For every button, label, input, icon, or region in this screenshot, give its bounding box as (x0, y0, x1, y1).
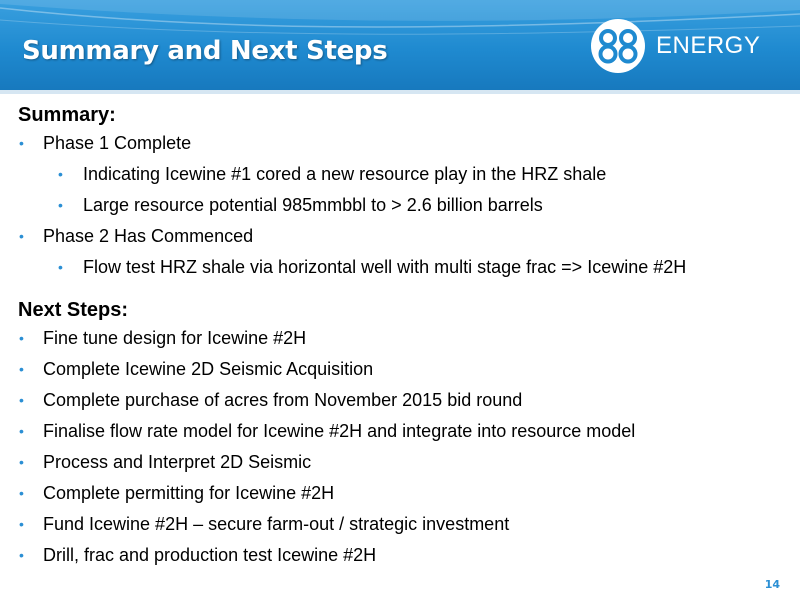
list-item (18, 252, 788, 283)
list-item-text: Complete purchase of acres from November 2015 bid round (43, 390, 523, 410)
list-item-text: Complete Icewine 2D Seismic Acquisition (43, 359, 374, 379)
list-item-text: Process and Interpret 2D Seismic (43, 452, 312, 472)
bullet-icon: • (58, 166, 63, 182)
header-divider (0, 90, 800, 94)
page-number: 14 (764, 578, 780, 591)
bullet-icon: • (19, 228, 24, 244)
bullet-icon: • (19, 547, 24, 563)
slide-title: Summary and Next Steps (22, 36, 388, 66)
list-item (18, 385, 788, 416)
list-item-text: Fine tune design for Icewine #2H (43, 328, 307, 348)
bullet-icon: • (58, 197, 63, 213)
list-item-text: Large resource potential 985mmbbl to > 2.6 billion barrels (83, 195, 543, 215)
list-item-text: Complete permitting for Icewine #2H (43, 483, 335, 503)
list-item-text: Phase 2 Has Commenced (43, 226, 254, 246)
list-item (18, 159, 788, 190)
next-steps-heading: Next Steps: (18, 299, 129, 321)
slide-header (0, 0, 800, 90)
list-item-text: Flow test HRZ shale via horizontal well with multi stage frac => Icewine #2H (83, 257, 687, 277)
list-item (18, 354, 788, 385)
list-item-text: Drill, frac and production test Icewine #2H (43, 545, 377, 565)
bullet-icon: • (19, 485, 24, 501)
list-item (18, 323, 788, 354)
bullet-icon: • (19, 135, 24, 151)
slide-body (18, 102, 788, 571)
list-item (18, 221, 788, 252)
bullet-icon: • (19, 361, 24, 377)
list-item-text: Finalise flow rate model for Icewine #2H and integrate into resource model (43, 421, 636, 441)
list-item (18, 447, 788, 478)
bullet-icon: • (19, 423, 24, 439)
summary-list (18, 128, 788, 283)
list-item-text: Fund Icewine #2H – secure farm-out / strategic investment (43, 514, 510, 534)
bullet-icon: • (19, 392, 24, 408)
list-item (18, 128, 788, 159)
list-item (18, 478, 788, 509)
list-item (18, 416, 788, 447)
summary-heading: Summary: (18, 104, 116, 126)
bullet-icon: • (19, 516, 24, 532)
next-steps-list (18, 323, 788, 571)
list-item (18, 509, 788, 540)
list-item (18, 540, 788, 571)
bullet-icon: • (19, 454, 24, 470)
bullet-icon: • (58, 259, 63, 275)
logo-wordmark: ENERGY (656, 32, 761, 59)
list-item-text: Indicating Icewine #1 cored a new resource play in the HRZ shale (83, 164, 607, 184)
bullet-icon: • (19, 330, 24, 346)
logo-88-icon (590, 18, 646, 74)
list-item-text: Phase 1 Complete (43, 133, 192, 153)
list-item (18, 190, 788, 221)
